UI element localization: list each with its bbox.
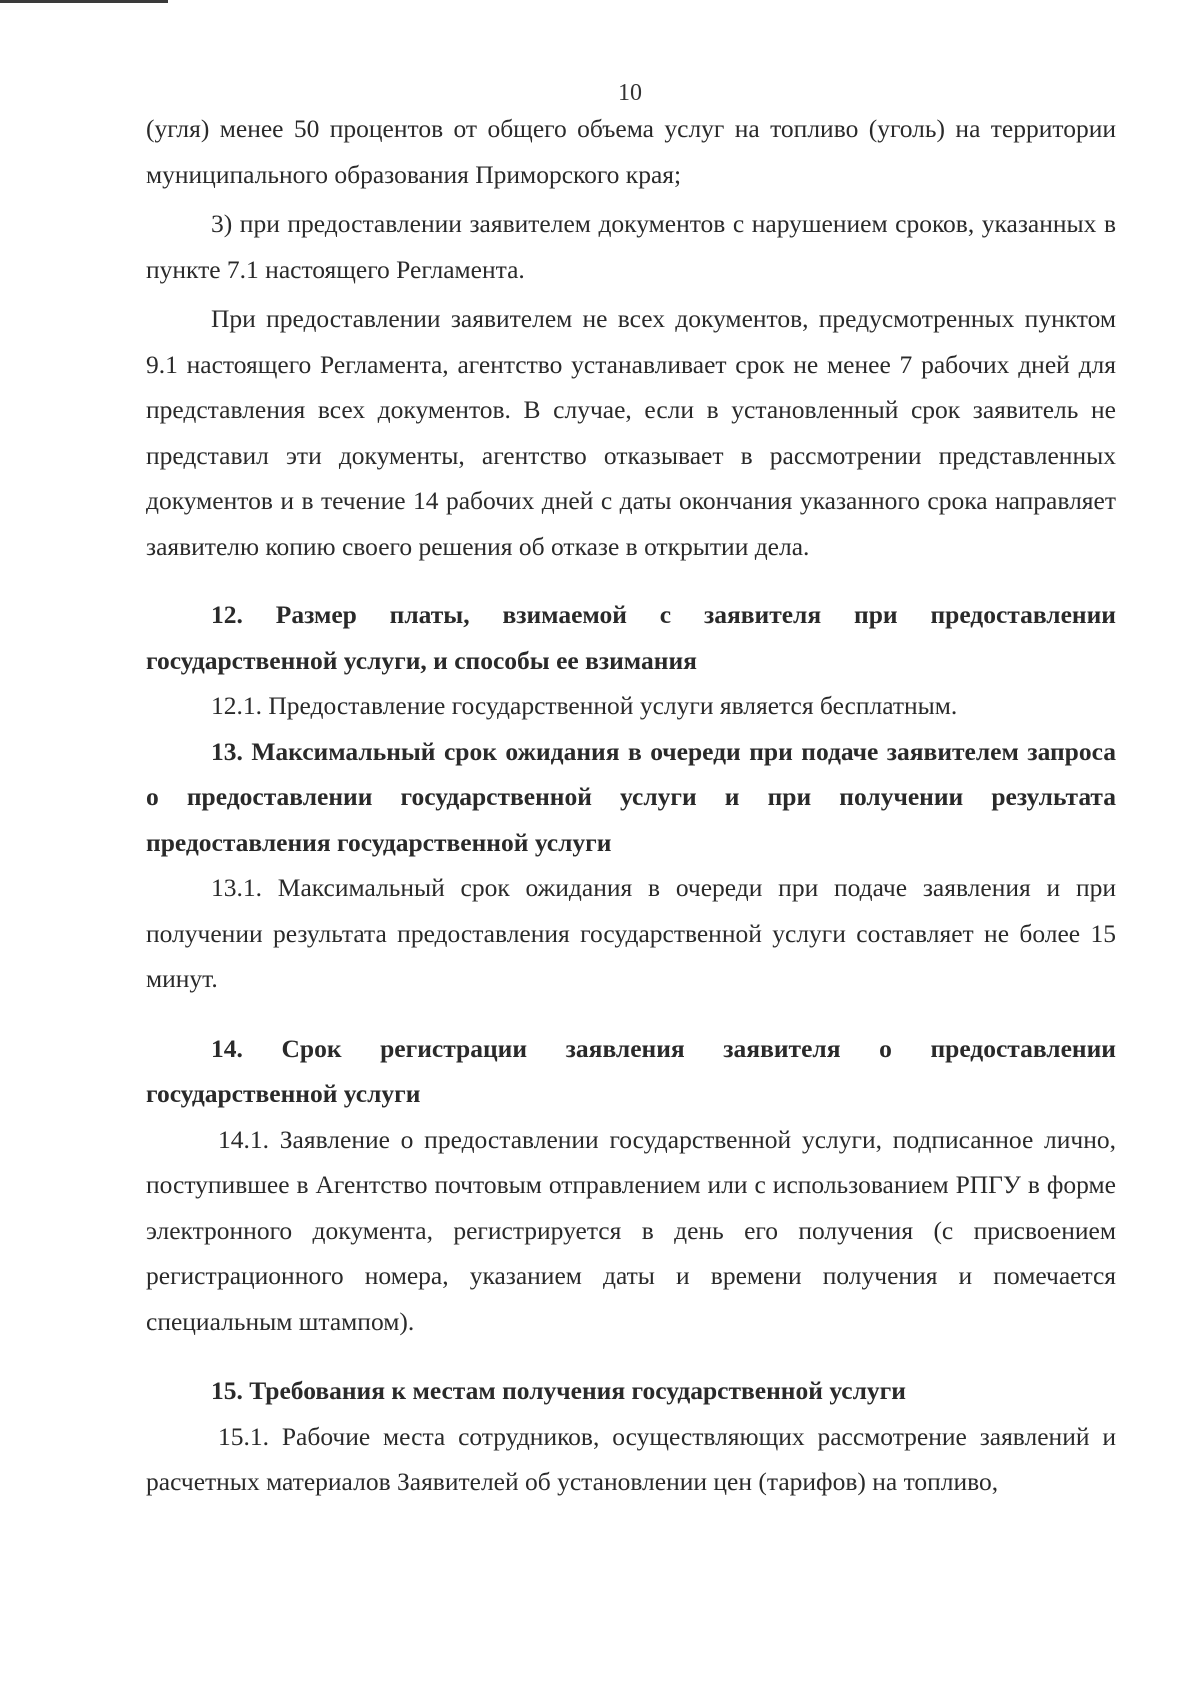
paragraph-15-1: 15.1. Рабочие места сотрудников, осуществляющих рассмотрение заявлений и расчетных материалов Заявителей об установлении цен (тарифов) на топливо, [146, 1421, 1116, 1496]
scan-edge-line [0, 0, 168, 3]
heading-section-13: 13. Максимальный срок ожидания в очереди при подаче заявителем запроса о предоставлении государственной услуги и при получении результата предоставления государственной услуги [146, 736, 1116, 857]
document-body [146, 106, 1116, 1505]
heading-section-15: 15. Требования к местам получения государственной услуги [211, 1376, 906, 1405]
paragraph-missing-documents: При предоставлении заявителем не всех документов, предусмотренных пунктом 9.1 настоящего Регламента, агентство устанавливает срок не менее 7 рабочих дней для представления всех документов. В случае, если в установленный срок заявитель не представил эти документы, агентство отказывает в рассмотрении представленных документов и в течение 14 рабочих дней с даты окончания указанного срока направляет заявителю копию своего решения об отказе в открытии дела. [146, 304, 1116, 561]
paragraph-12-1: 12.1. Предоставление государственной услуги является бесплатным. [211, 691, 958, 720]
heading-section-12: 12. Размер платы, взимаемой с заявителя при предоставлении государственной услуги, и способы ее взимания [146, 600, 1116, 675]
paragraph-14-1: 14.1. Заявление о предоставлении государственной услуги, подписанное лично, поступившее в Агентство почтовым отправлением или с использованием РПГУ в форме электронного документа, регистрируется в день его получения (с присвоением регистрационного номера, указанием даты и времени получения и помечается специальным штампом). [146, 1124, 1116, 1336]
paragraph-continuation: (угля) менее 50 процентов от общего объема услуг на топливо (уголь) на территории муниципального образования Приморского края; [146, 114, 1116, 189]
page-number: 10 [618, 80, 642, 106]
paragraph-item-3: 3) при предоставлении заявителем документов с нарушением сроков, указанных в пункте 7.1 настоящего Регламента. [146, 209, 1116, 284]
heading-section-14: 14. Срок регистрации заявления заявителя о предоставлении государственной услуги [146, 1033, 1116, 1108]
paragraph-13-1: 13.1. Максимальный срок ожидания в очереди при подаче заявления и при получении результата предоставления государственной услуги составляет не более 15 минут. [146, 873, 1116, 993]
